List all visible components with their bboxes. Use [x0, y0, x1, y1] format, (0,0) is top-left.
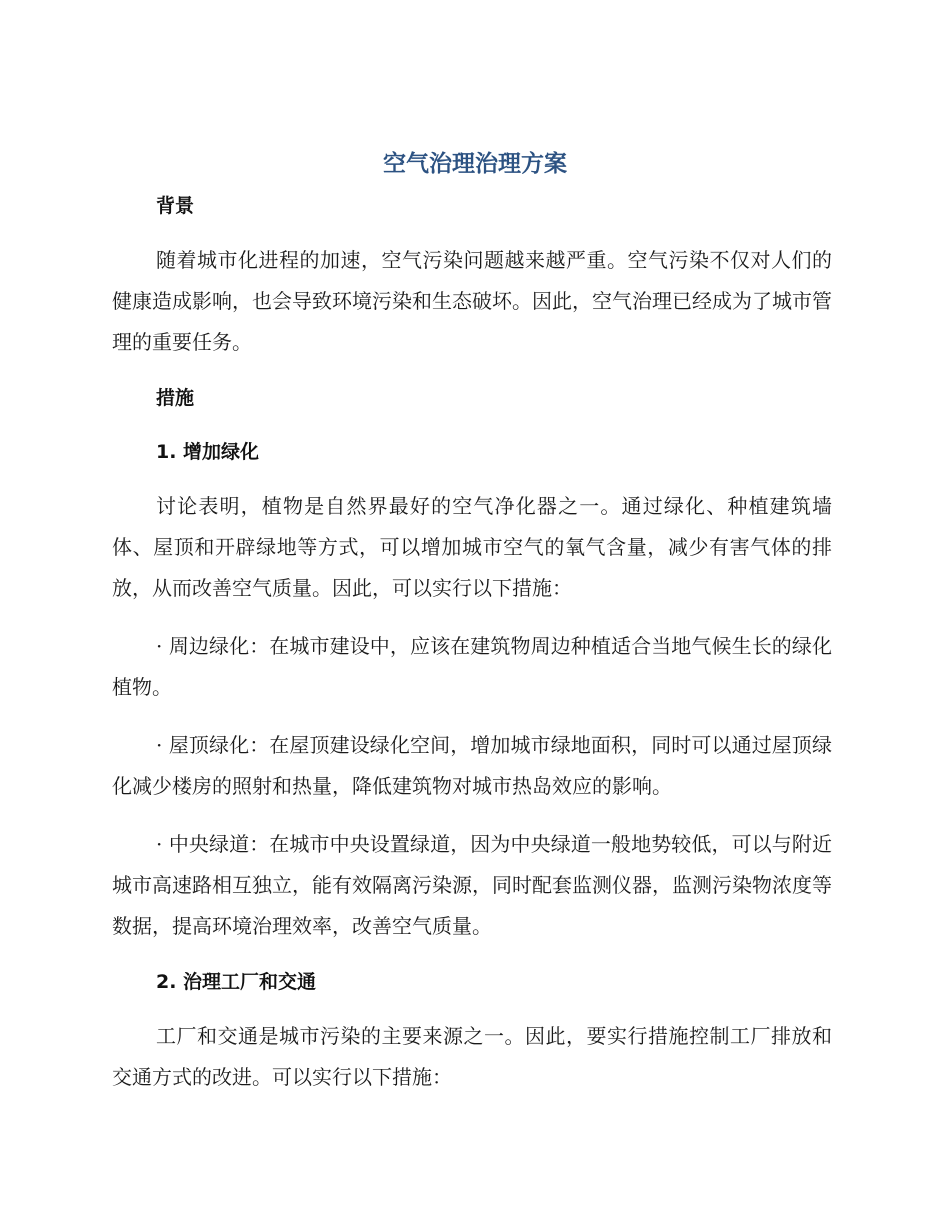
paragraph-greening: 讨论表明，植物是自然界最好的空气净化器之一。通过绿化、种植建筑墙体、屋顶和开辟绿地等方式，可以增加城市空气的氧气含量，减少有害气体的排放，从而改善空气质量。因此，可以实行以下措施：: [112, 494, 832, 600]
document-title: 空气治理治理方案: [383, 151, 567, 177]
bullet-central-greenway: · 中央绿道：在城市中央设置绿道，因为中央绿道一般地势较低，可以与附近城市高速路相互独立，能有效隔离污染源，同时配套监测仪器，监测污染物浓度等数据，提高环境治理效率，改善空气质量。: [112, 832, 832, 938]
heading-measures: 措施: [156, 387, 195, 409]
heading-factories-traffic: 2. 治理工厂和交通: [156, 971, 317, 993]
bullet-rooftop-greening: · 屋顶绿化：在屋顶建设绿化空间，增加城市绿地面积，同时可以通过屋顶绿化减少楼房的照射和热量，降低建筑物对城市热岛效应的影响。: [112, 733, 832, 798]
heading-background: 背景: [156, 195, 195, 217]
bullet-perimeter-greening: · 周边绿化：在城市建设中，应该在建筑物周边种植适合当地气候生长的绿化植物。: [112, 634, 832, 699]
paragraph-factories-traffic: 工厂和交通是城市污染的主要来源之一。因此，要实行措施控制工厂排放和交通方式的改进。可以实行以下措施：: [112, 1024, 832, 1089]
paragraph-background: 随着城市化进程的加速，空气污染问题越来越严重。空气污染不仅对人们的健康造成影响，也会导致环境污染和生态破坏。因此，空气治理已经成为了城市管理的重要任务。: [112, 248, 832, 354]
document-body: [112, 188, 832, 1098]
heading-greening: 1. 增加绿化: [156, 441, 260, 463]
